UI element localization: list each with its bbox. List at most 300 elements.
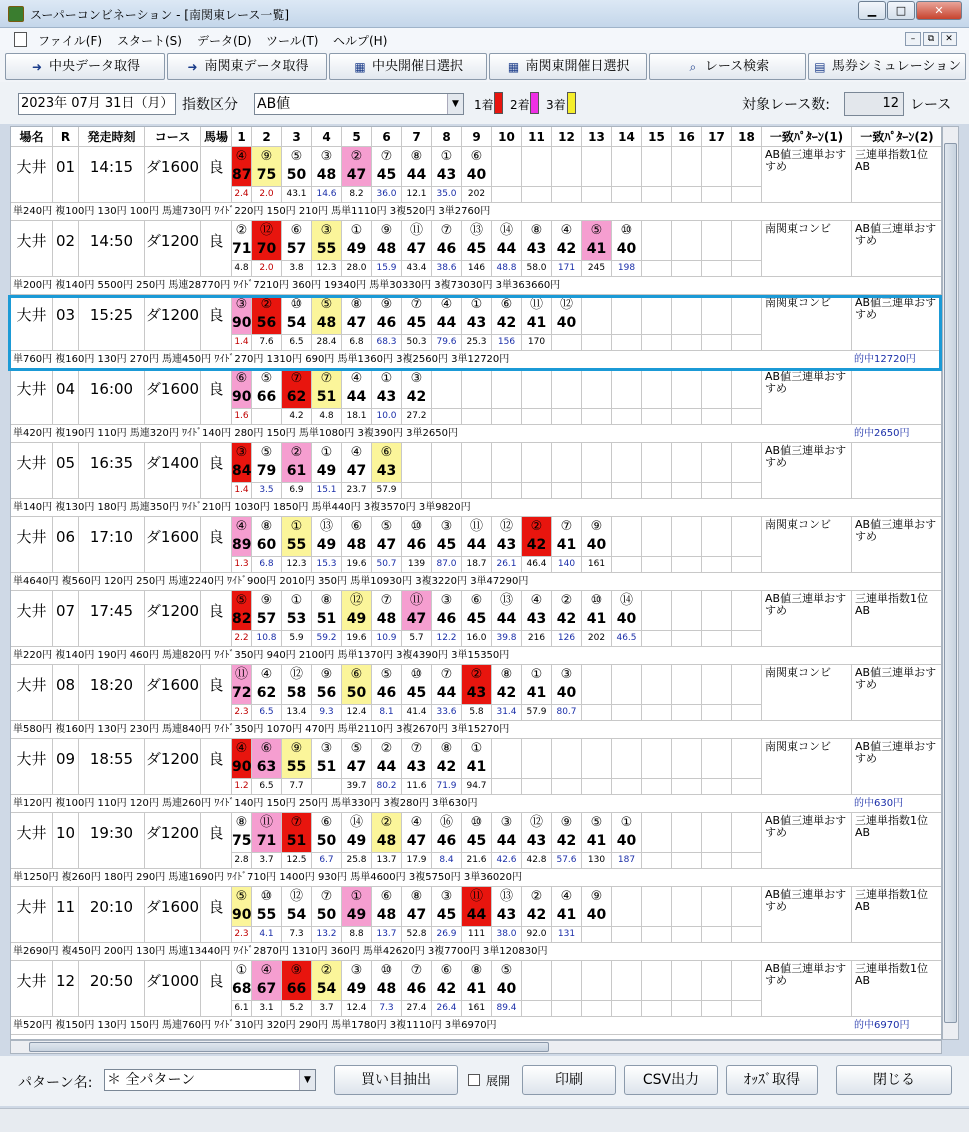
- horse-cell[interactable]: [282, 147, 312, 187]
- horse-cell[interactable]: [612, 887, 642, 927]
- horse-cell[interactable]: [252, 887, 282, 927]
- horse-cell[interactable]: [522, 665, 552, 705]
- horse-cell[interactable]: [672, 665, 702, 705]
- horse-cell[interactable]: [462, 961, 492, 1001]
- horse-cell[interactable]: [552, 443, 582, 483]
- horse-cell[interactable]: [582, 813, 612, 853]
- horse-cell[interactable]: [732, 665, 762, 705]
- horse-cell[interactable]: [612, 591, 642, 631]
- horse-cell[interactable]: [612, 221, 642, 261]
- horse-cell[interactable]: [492, 591, 522, 631]
- horse-cell[interactable]: [402, 295, 432, 335]
- horse-cell[interactable]: [552, 147, 582, 187]
- horse-cell[interactable]: [642, 369, 672, 409]
- horse-cell[interactable]: [672, 221, 702, 261]
- horse-cell[interactable]: [612, 443, 642, 483]
- horse-cell[interactable]: [732, 739, 762, 779]
- horse-cell[interactable]: [372, 739, 402, 779]
- horse-cell[interactable]: [312, 591, 342, 631]
- horse-score: 43: [436, 167, 457, 183]
- horse-cell[interactable]: [732, 221, 762, 261]
- horse-cell[interactable]: [282, 591, 312, 631]
- horse-number: ⑨: [290, 741, 303, 756]
- horse-cell[interactable]: [402, 813, 432, 853]
- horse-cell[interactable]: [492, 961, 522, 1001]
- horse-cell[interactable]: [492, 665, 522, 705]
- horse-cell[interactable]: [342, 887, 372, 927]
- horse-cell[interactable]: [702, 295, 732, 335]
- horse-cell[interactable]: [372, 221, 402, 261]
- horse-cell[interactable]: [372, 295, 402, 335]
- horse-cell[interactable]: [342, 443, 372, 483]
- horse-cell[interactable]: [552, 739, 582, 779]
- horse-cell[interactable]: [432, 739, 462, 779]
- horse-cell[interactable]: [282, 739, 312, 779]
- horse-cell[interactable]: [672, 443, 702, 483]
- header-venue[interactable]: 場名: [11, 127, 53, 147]
- horse-cell[interactable]: [312, 221, 342, 261]
- header-horse-col[interactable]: 12: [552, 127, 582, 147]
- horse-cell[interactable]: [402, 147, 432, 187]
- horse-cell[interactable]: [372, 147, 402, 187]
- horse-cell[interactable]: [522, 739, 552, 779]
- horse-cell[interactable]: [492, 369, 522, 409]
- header-horse-col[interactable]: 5: [342, 127, 372, 147]
- horse-cell[interactable]: [552, 813, 582, 853]
- header-pattern[interactable]: 一致ﾊﾟﾀｰﾝ(2): [852, 127, 942, 147]
- horse-cell[interactable]: [462, 369, 492, 409]
- header-pattern[interactable]: 一致ﾊﾟﾀｰﾝ(1): [762, 127, 852, 147]
- horizontal-scrollbar[interactable]: [10, 1040, 942, 1054]
- horse-cell[interactable]: [582, 665, 612, 705]
- horse-cell[interactable]: [282, 961, 312, 1001]
- race-row[interactable]: [11, 369, 942, 443]
- horse-cell[interactable]: [462, 887, 492, 927]
- odds-cell: [552, 779, 582, 795]
- horse-cell[interactable]: [552, 961, 582, 1001]
- horse-cell[interactable]: [672, 813, 702, 853]
- horse-cell[interactable]: [342, 813, 372, 853]
- expand-checkbox[interactable]: [468, 1074, 480, 1086]
- horse-cell[interactable]: [642, 665, 672, 705]
- horse-cell[interactable]: [282, 443, 312, 483]
- horse-cell[interactable]: [642, 443, 672, 483]
- horse-cell[interactable]: [432, 147, 462, 187]
- horse-cell[interactable]: [522, 147, 552, 187]
- horse-cell[interactable]: [732, 443, 762, 483]
- horse-cell[interactable]: [432, 369, 462, 409]
- race-search-button[interactable]: ⌕ レース検索: [649, 53, 806, 80]
- header-course[interactable]: コース: [145, 127, 201, 147]
- horse-cell[interactable]: [342, 665, 372, 705]
- maximize-button[interactable]: □: [887, 1, 915, 20]
- horse-cell[interactable]: [312, 147, 342, 187]
- horse-cell[interactable]: [642, 147, 672, 187]
- horse-cell[interactable]: [552, 295, 582, 335]
- horse-cell[interactable]: [372, 961, 402, 1001]
- horse-cell[interactable]: [612, 739, 642, 779]
- horse-cell[interactable]: [522, 591, 552, 631]
- header-horse-col[interactable]: 13: [582, 127, 612, 147]
- header-horse-col[interactable]: 14: [612, 127, 642, 147]
- header-horse-col[interactable]: 9: [462, 127, 492, 147]
- horse-cell[interactable]: [342, 961, 372, 1001]
- horse-cell[interactable]: [642, 739, 672, 779]
- header-track-condition[interactable]: 馬場: [201, 127, 232, 147]
- horse-cell[interactable]: [372, 443, 402, 483]
- horse-cell[interactable]: [702, 813, 732, 853]
- horse-cell[interactable]: [232, 887, 252, 927]
- horse-cell[interactable]: [342, 517, 372, 557]
- horse-cell[interactable]: [642, 887, 672, 927]
- horse-cell[interactable]: [462, 147, 492, 187]
- horse-cell[interactable]: [492, 295, 522, 335]
- central-date-select-button[interactable]: ▦ 中央開催日選択: [329, 53, 487, 80]
- central-data-fetch-button[interactable]: ➜ 中央データ取得: [5, 53, 165, 80]
- horse-cell[interactable]: [312, 369, 342, 409]
- horse-cell[interactable]: [612, 517, 642, 557]
- header-horse-col[interactable]: 15: [642, 127, 672, 147]
- horse-cell[interactable]: [702, 739, 732, 779]
- horse-cell[interactable]: [702, 443, 732, 483]
- horse-cell[interactable]: [612, 813, 642, 853]
- odds-cell: 43.1: [282, 187, 312, 203]
- race-row[interactable]: [11, 887, 942, 961]
- date-picker[interactable]: 2023年 07月 31日（月）: [18, 93, 176, 115]
- horse-cell[interactable]: [462, 221, 492, 261]
- horse-cell[interactable]: [232, 517, 252, 557]
- horse-cell[interactable]: [432, 517, 462, 557]
- header-horse-col[interactable]: 10: [492, 127, 522, 147]
- horse-number: ③: [235, 297, 248, 312]
- horse-cell[interactable]: [312, 295, 342, 335]
- horse-cell[interactable]: [232, 739, 252, 779]
- horse-cell[interactable]: [342, 221, 372, 261]
- horse-cell[interactable]: [402, 369, 432, 409]
- horse-cell[interactable]: [252, 295, 282, 335]
- horse-cell[interactable]: [642, 295, 672, 335]
- horse-cell[interactable]: [312, 443, 342, 483]
- race-row[interactable]: [11, 147, 942, 221]
- horse-cell[interactable]: [252, 961, 282, 1001]
- horse-cell[interactable]: [342, 739, 372, 779]
- odds-fetch-button[interactable]: ｵｯｽﾞ取得: [726, 1065, 818, 1095]
- menu-start[interactable]: スタート(S): [117, 34, 182, 48]
- horse-cell[interactable]: [582, 369, 612, 409]
- race-row[interactable]: [11, 739, 942, 813]
- mdi-minimize-button[interactable]: –: [905, 32, 921, 46]
- horse-cell[interactable]: [672, 147, 702, 187]
- bet-simulation-button[interactable]: ▤ 馬券シミュレーション: [808, 53, 966, 80]
- horse-cell[interactable]: [232, 443, 252, 483]
- horse-cell[interactable]: [522, 961, 552, 1001]
- horse-cell[interactable]: [732, 887, 762, 927]
- start-time-cell: 17:10: [79, 517, 145, 573]
- horse-cell[interactable]: [672, 887, 702, 927]
- horse-cell[interactable]: [462, 295, 492, 335]
- race-list-grid[interactable]: [10, 126, 942, 1040]
- horse-cell[interactable]: [402, 221, 432, 261]
- header-horse-col[interactable]: 4: [312, 127, 342, 147]
- horse-cell[interactable]: [252, 369, 282, 409]
- horse-cell[interactable]: [672, 369, 702, 409]
- race-row[interactable]: [11, 591, 942, 665]
- race-row[interactable]: [11, 665, 942, 739]
- horse-cell[interactable]: [522, 295, 552, 335]
- horse-cell[interactable]: [732, 517, 762, 557]
- horse-cell[interactable]: [702, 665, 732, 705]
- horse-cell[interactable]: [552, 517, 582, 557]
- horse-cell[interactable]: [252, 517, 282, 557]
- race-row[interactable]: [11, 221, 942, 295]
- horse-cell[interactable]: [522, 517, 552, 557]
- pattern-name-select[interactable]: ＊ 全パターン ▼: [104, 1069, 316, 1091]
- minami-kanto-data-fetch-button[interactable]: ➜ 南関東データ取得: [167, 53, 327, 80]
- horse-cell[interactable]: [522, 443, 552, 483]
- horse-cell[interactable]: [462, 591, 492, 631]
- horse-cell[interactable]: [432, 295, 462, 335]
- horse-cell[interactable]: [612, 147, 642, 187]
- horse-cell[interactable]: [282, 369, 312, 409]
- horse-cell[interactable]: [402, 739, 432, 779]
- horse-cell[interactable]: [732, 961, 762, 1001]
- horse-cell[interactable]: [252, 813, 282, 853]
- horse-cell[interactable]: [432, 665, 462, 705]
- horse-cell[interactable]: [282, 665, 312, 705]
- horse-cell[interactable]: [552, 369, 582, 409]
- close-button[interactable]: 閉じる: [836, 1065, 952, 1095]
- odds-cell: 6.1: [232, 1001, 252, 1017]
- race-row[interactable]: [11, 961, 942, 1035]
- header-horse-col[interactable]: 6: [372, 127, 402, 147]
- horse-cell[interactable]: [402, 591, 432, 631]
- horse-cell[interactable]: [372, 887, 402, 927]
- horse-cell[interactable]: [402, 887, 432, 927]
- horse-cell[interactable]: [432, 961, 462, 1001]
- horse-cell[interactable]: [462, 739, 492, 779]
- horse-cell[interactable]: [312, 739, 342, 779]
- close-window-button[interactable]: ✕: [916, 1, 962, 20]
- horse-cell[interactable]: [492, 813, 522, 853]
- horse-cell[interactable]: [552, 887, 582, 927]
- horse-cell[interactable]: [432, 813, 462, 853]
- horse-cell[interactable]: [232, 147, 252, 187]
- horse-cell[interactable]: [702, 887, 732, 927]
- horse-cell[interactable]: [232, 591, 252, 631]
- horse-cell[interactable]: [402, 665, 432, 705]
- horse-cell[interactable]: [702, 591, 732, 631]
- horse-number: ⑫: [529, 815, 543, 830]
- horse-cell[interactable]: [282, 517, 312, 557]
- horse-cell[interactable]: [342, 147, 372, 187]
- horse-cell[interactable]: [582, 517, 612, 557]
- horse-cell[interactable]: [252, 739, 282, 779]
- header-horse-col[interactable]: 18: [732, 127, 762, 147]
- horse-cell[interactable]: [252, 665, 282, 705]
- horse-number: ②: [530, 889, 543, 904]
- horse-cell[interactable]: [232, 295, 252, 335]
- horse-cell[interactable]: [462, 517, 492, 557]
- header-horse-col[interactable]: 16: [672, 127, 702, 147]
- header-race-number[interactable]: R: [53, 127, 79, 147]
- horse-cell[interactable]: [642, 517, 672, 557]
- horse-cell[interactable]: [282, 813, 312, 853]
- horse-cell[interactable]: [342, 295, 372, 335]
- horse-cell[interactable]: [732, 813, 762, 853]
- horse-cell[interactable]: [462, 443, 492, 483]
- horse-cell[interactable]: [492, 517, 522, 557]
- horse-cell[interactable]: [612, 369, 642, 409]
- print-button[interactable]: 印刷: [522, 1065, 616, 1095]
- horse-cell[interactable]: [402, 517, 432, 557]
- horse-cell[interactable]: [282, 221, 312, 261]
- horse-cell[interactable]: [732, 147, 762, 187]
- race-row[interactable]: [11, 295, 942, 369]
- race-row[interactable]: [11, 517, 942, 591]
- horse-cell[interactable]: [702, 517, 732, 557]
- horse-cell[interactable]: [252, 443, 282, 483]
- menu-help[interactable]: ヘルプ(H): [333, 34, 388, 48]
- horse-cell[interactable]: [232, 813, 252, 853]
- horse-cell[interactable]: [342, 591, 372, 631]
- menu-file[interactable]: ファイル(F): [38, 34, 103, 48]
- horse-cell[interactable]: [582, 221, 612, 261]
- race-row[interactable]: [11, 443, 942, 517]
- horse-cell[interactable]: [582, 591, 612, 631]
- horse-score: 43: [376, 463, 397, 479]
- horse-cell[interactable]: [492, 443, 522, 483]
- index-type-select[interactable]: AB値 ▼: [254, 93, 464, 115]
- horse-cell[interactable]: [372, 369, 402, 409]
- horse-cell[interactable]: [732, 369, 762, 409]
- menu-data[interactable]: データ(D): [197, 34, 252, 48]
- race-row[interactable]: [11, 813, 942, 887]
- horse-cell[interactable]: [612, 295, 642, 335]
- header-horse-col[interactable]: 11: [522, 127, 552, 147]
- horse-cell[interactable]: [642, 591, 672, 631]
- horse-cell[interactable]: [732, 591, 762, 631]
- horse-cell[interactable]: [672, 591, 702, 631]
- horse-cell[interactable]: [492, 147, 522, 187]
- horse-cell[interactable]: [462, 665, 492, 705]
- horse-cell[interactable]: [372, 665, 402, 705]
- horse-cell[interactable]: [492, 221, 522, 261]
- horse-cell[interactable]: [312, 517, 342, 557]
- extract-bets-button[interactable]: 買い目抽出: [334, 1065, 458, 1095]
- horse-cell[interactable]: [372, 591, 402, 631]
- minami-kanto-date-select-button[interactable]: ▦ 南関東開催日選択: [489, 53, 647, 80]
- mdi-close-button[interactable]: ✕: [941, 32, 957, 46]
- vertical-scroll-thumb[interactable]: [944, 143, 957, 1023]
- horse-cell[interactable]: [492, 739, 522, 779]
- horse-cell[interactable]: [672, 739, 702, 779]
- horse-cell[interactable]: [672, 961, 702, 1001]
- horizontal-scroll-thumb[interactable]: [29, 1042, 549, 1052]
- horse-cell[interactable]: [372, 517, 402, 557]
- minimize-button[interactable]: ▁: [858, 1, 886, 20]
- horse-cell[interactable]: [312, 813, 342, 853]
- header-horse-col[interactable]: 8: [432, 127, 462, 147]
- horse-cell[interactable]: [432, 591, 462, 631]
- horse-cell[interactable]: [522, 887, 552, 927]
- payout-line: 単580円 複160円 130円 230円 馬連840円 ﾜｲﾄﾞ350円 1070円 470円 馬単2110円 3複2670円 3単15270円: [11, 721, 942, 739]
- horse-cell[interactable]: [702, 369, 732, 409]
- horse-cell[interactable]: [312, 665, 342, 705]
- horse-cell[interactable]: [642, 813, 672, 853]
- horse-cell[interactable]: [432, 887, 462, 927]
- horse-number: ⑫: [259, 223, 273, 238]
- header-horse-col[interactable]: 3: [282, 127, 312, 147]
- header-horse-col[interactable]: 1: [232, 127, 252, 147]
- horse-cell[interactable]: [232, 221, 252, 261]
- horse-cell[interactable]: [522, 221, 552, 261]
- horse-cell[interactable]: [312, 961, 342, 1001]
- horse-cell[interactable]: [522, 369, 552, 409]
- horse-cell[interactable]: [702, 221, 732, 261]
- horse-cell[interactable]: [582, 961, 612, 1001]
- horse-cell[interactable]: [672, 295, 702, 335]
- header-horse-col[interactable]: 17: [702, 127, 732, 147]
- vertical-scrollbar[interactable]: [942, 126, 959, 1040]
- horse-cell[interactable]: [552, 221, 582, 261]
- horse-cell[interactable]: [232, 369, 252, 409]
- horse-cell[interactable]: [702, 961, 732, 1001]
- horse-cell[interactable]: [522, 813, 552, 853]
- horse-cell[interactable]: [492, 887, 522, 927]
- horse-number: ⑦: [320, 371, 333, 386]
- horse-cell[interactable]: [642, 961, 672, 1001]
- horse-number: ①: [235, 963, 248, 978]
- header-horse-col[interactable]: 7: [402, 127, 432, 147]
- horse-cell[interactable]: [372, 813, 402, 853]
- horse-cell[interactable]: [582, 295, 612, 335]
- horse-cell[interactable]: [252, 221, 282, 261]
- horse-cell[interactable]: [552, 591, 582, 631]
- header-horse-col[interactable]: 2: [252, 127, 282, 147]
- horse-cell[interactable]: [732, 295, 762, 335]
- mdi-restore-button[interactable]: ⧉: [923, 32, 939, 46]
- horse-cell[interactable]: [342, 369, 372, 409]
- horse-cell[interactable]: [582, 739, 612, 779]
- race-number-cell: 09: [53, 739, 79, 795]
- horse-cell[interactable]: [402, 443, 432, 483]
- horse-cell[interactable]: [642, 221, 672, 261]
- horse-cell[interactable]: [432, 221, 462, 261]
- horse-cell[interactable]: [462, 813, 492, 853]
- header-start-time[interactable]: 発走時刻: [79, 127, 145, 147]
- horse-cell[interactable]: [252, 591, 282, 631]
- horse-cell[interactable]: [432, 443, 462, 483]
- horse-cell[interactable]: [232, 961, 252, 1001]
- menu-tools[interactable]: ツール(T): [266, 34, 319, 48]
- horse-cell[interactable]: [582, 443, 612, 483]
- horse-cell[interactable]: [232, 665, 252, 705]
- horse-cell[interactable]: [552, 665, 582, 705]
- horse-cell[interactable]: [612, 961, 642, 1001]
- horse-cell[interactable]: [282, 887, 312, 927]
- odds-cell: 4.8: [232, 261, 252, 277]
- horse-cell[interactable]: [252, 147, 282, 187]
- horse-cell[interactable]: [612, 665, 642, 705]
- horse-cell[interactable]: [402, 961, 432, 1001]
- horse-cell[interactable]: [672, 517, 702, 557]
- horse-cell[interactable]: [312, 887, 342, 927]
- csv-export-button[interactable]: CSV出力: [624, 1065, 718, 1095]
- horse-cell[interactable]: [282, 295, 312, 335]
- horse-cell[interactable]: [582, 147, 612, 187]
- horse-cell[interactable]: [582, 887, 612, 927]
- horse-cell[interactable]: [702, 147, 732, 187]
